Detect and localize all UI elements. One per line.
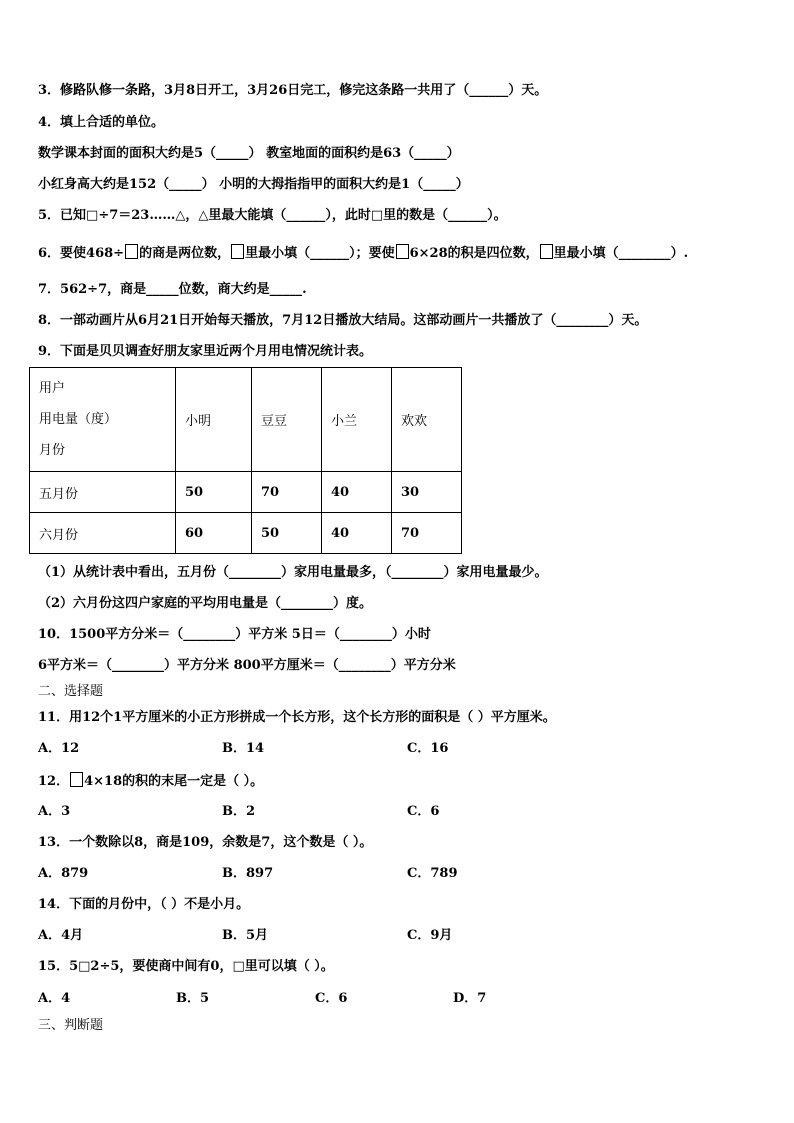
- user-header-cell: 小兰: [322, 368, 392, 472]
- option-b: B．897: [222, 866, 274, 881]
- blank-box-icon: [540, 244, 553, 259]
- blank-box-icon: [125, 244, 138, 259]
- blank-box-icon: [70, 772, 83, 787]
- option-a: A．879: [38, 866, 89, 881]
- option-c: C．16: [407, 741, 449, 756]
- user-header-cell: 豆豆: [252, 368, 322, 472]
- value-cell: 40: [322, 472, 392, 513]
- value-cell: 70: [252, 472, 322, 513]
- question-13: 13．一个数除以8，商是109，余数是7，这个数是（ ）。: [38, 835, 373, 850]
- option-c: C．6: [407, 804, 440, 819]
- blank-box-icon: [231, 244, 244, 259]
- table-header-row: [30, 368, 462, 472]
- section-heading-choice: 二、选择题: [38, 684, 104, 699]
- option-a: A．12: [38, 741, 80, 756]
- question-6-part-d: 6×28的积是四位数，: [409, 246, 539, 261]
- table-row: [30, 513, 462, 554]
- option-d: D．7: [453, 991, 487, 1006]
- question-6: [38, 244, 688, 262]
- question-11: 11．用12个1平方厘米的小正方形拼成一个长方形，这个长方形的面积是（ ）平方厘米。: [38, 710, 556, 725]
- question-7: 7．562÷7，商是_____位数，商大约是_____.: [38, 282, 307, 297]
- question-5: 5．已知□÷7＝23……△，△里最大能填（______），此时□里的数是（______）。: [38, 208, 507, 223]
- value-cell: 50: [252, 513, 322, 554]
- blank-box-icon: [396, 244, 409, 259]
- question-6-part-e: 里最小填（________）.: [553, 246, 689, 261]
- question-3: 3．修路队修一条路，3月8日开工，3月26日完工，修完这条路一共用了（______）天。: [38, 83, 548, 98]
- question-4-line-2: 小红身高大约是152（_____） 小明的大拇指指甲的面积大约是1（_____）: [38, 177, 469, 192]
- option-b: B．5月: [222, 928, 269, 943]
- option-a: A．3: [38, 804, 71, 819]
- value-cell: 40: [322, 513, 392, 554]
- table-row: [30, 472, 462, 513]
- value-cell: 50: [176, 472, 252, 513]
- question-8: 8．一部动画片从6月21日开始每天播放，7月12日播放大结局。这部动画片一共播放了（________）天。: [38, 313, 648, 328]
- question-14: 14．下面的月份中，（ ）不是小月。: [38, 897, 250, 912]
- user-header-cell: 欢欢: [392, 368, 462, 472]
- value-cell: 60: [176, 513, 252, 554]
- electricity-usage-table: [29, 367, 462, 554]
- question-6-part-c: 里最小填（______）；要使: [245, 246, 395, 261]
- option-c: C．789: [407, 866, 458, 881]
- section-heading-judgement: 三、判断题: [38, 1018, 104, 1033]
- question-9-part-1: （1）从统计表中看出，五月份（________）家用电量最多，（________）家用电量最少。: [38, 565, 548, 580]
- table-corner-header: [30, 368, 176, 472]
- question-10-line-1: 10．1500平方分米＝（________）平方米 5日＝（________）小时: [38, 627, 431, 642]
- question-12-number: 12．: [38, 774, 70, 789]
- question-15: 15．5□2÷5，要使商中间有0，□里可以填（ ）。: [38, 959, 334, 974]
- question-6-part-a: 6．要使468÷: [38, 246, 125, 261]
- value-cell: 70: [392, 513, 462, 554]
- question-9-part-2: （2）六月份这四户家庭的平均用电量是（________）度。: [38, 596, 373, 611]
- option-a: A．4月: [38, 928, 84, 943]
- option-b: B．14: [222, 741, 265, 756]
- month-cell: 六月份: [30, 513, 176, 554]
- option-b: B．2: [222, 804, 256, 819]
- question-6-part-b: 的商是两位数，: [139, 246, 231, 261]
- header-line-user: 用户: [39, 381, 66, 396]
- option-c: C．9月: [407, 928, 453, 943]
- question-4-line-1: 数学课本封面的面积大约是5（_____） 教室地面的面积约是63（_____）: [38, 146, 460, 161]
- value-cell: 30: [392, 472, 462, 513]
- question-10-line-2: 6平方米＝（________）平方分米 800平方厘米＝（________）平方分米: [38, 658, 456, 673]
- month-cell: 五月份: [30, 472, 176, 513]
- header-line-month: 月份: [39, 443, 66, 458]
- question-12: [38, 772, 263, 790]
- user-header-cell: 小明: [176, 368, 252, 472]
- option-b: B．5: [176, 991, 210, 1006]
- header-line-usage: 用电量（度）: [39, 412, 118, 427]
- question-4-title: 4．填上合适的单位。: [38, 115, 165, 130]
- option-a: A．4: [38, 991, 71, 1006]
- option-c: C．6: [315, 991, 348, 1006]
- question-9-title: 9．下面是贝贝调查好朋友家里近两个月用电情况统计表。: [38, 344, 373, 359]
- question-12-text: 4×18的积的末尾一定是（ ）。: [84, 774, 264, 789]
